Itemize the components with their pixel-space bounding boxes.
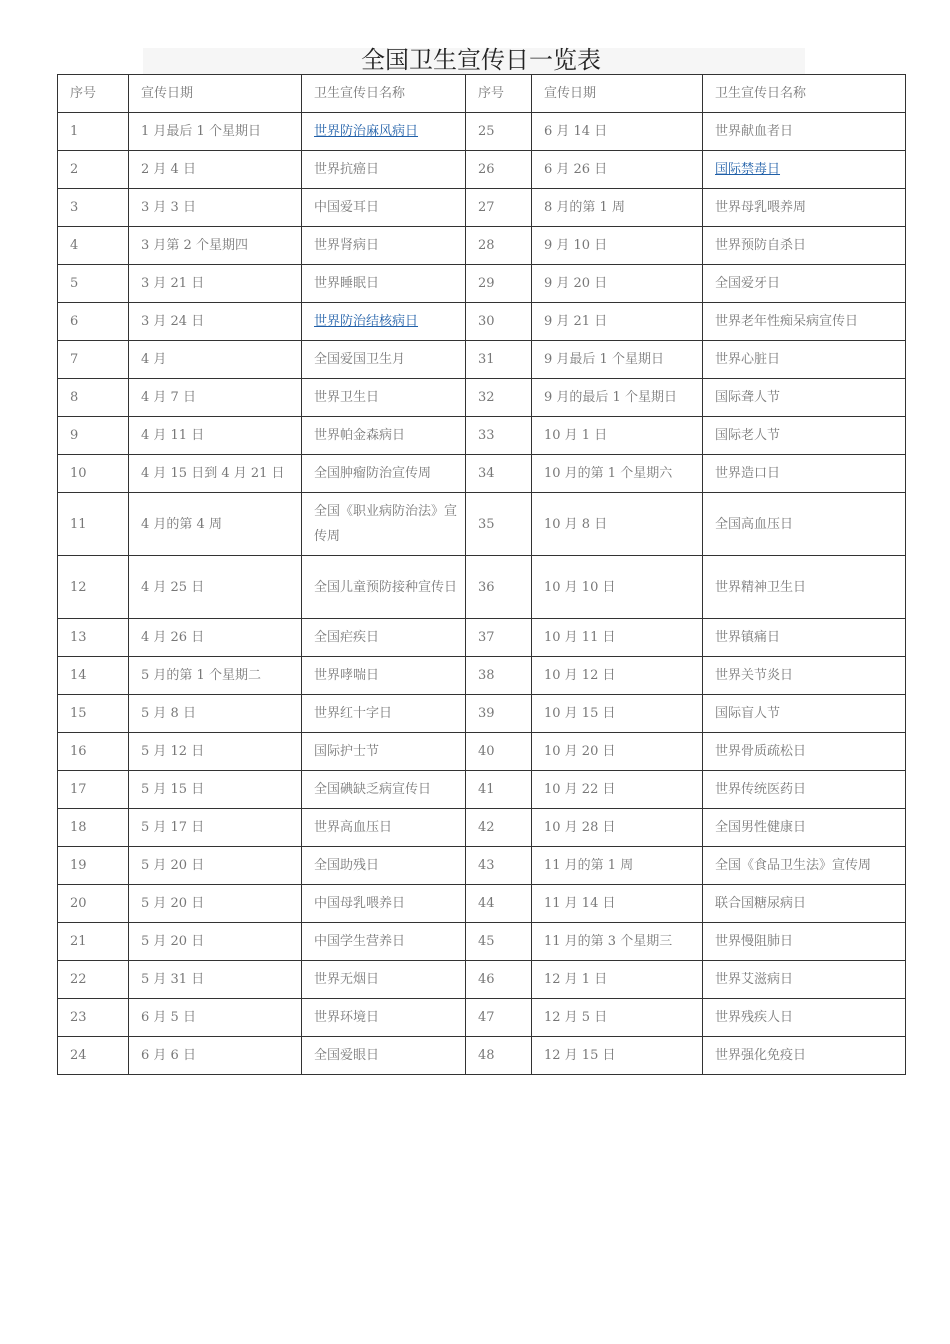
name-cell: 全国《食品卫生法》宣传周: [703, 847, 906, 885]
date-cell: 9 月 21 日: [532, 303, 703, 341]
index-cell: 13: [58, 619, 129, 657]
header-index: 序号: [466, 75, 532, 113]
name-cell: [703, 151, 906, 189]
index-cell: 4: [58, 227, 129, 265]
index-cell: 8: [58, 379, 129, 417]
table-row: [58, 961, 906, 999]
name-cell: 世界慢阻肺日: [703, 923, 906, 961]
index-cell: 19: [58, 847, 129, 885]
name-cell: 世界帕金森病日: [302, 417, 466, 455]
table-row: [58, 303, 906, 341]
index-cell: 14: [58, 657, 129, 695]
index-cell: 18: [58, 809, 129, 847]
date-cell: 2 月 4 日: [129, 151, 302, 189]
date-cell: 4 月 25 日: [129, 556, 302, 619]
date-cell: 5 月 20 日: [129, 923, 302, 961]
date-cell: 9 月 20 日: [532, 265, 703, 303]
date-cell: 12 月 1 日: [532, 961, 703, 999]
name-cell: 世界环境日: [302, 999, 466, 1037]
date-cell: 3 月第 2 个星期四: [129, 227, 302, 265]
name-cell: 世界骨质疏松日: [703, 733, 906, 771]
name-cell: 国际护士节: [302, 733, 466, 771]
date-cell: 6 月 26 日: [532, 151, 703, 189]
index-cell: 11: [58, 493, 129, 556]
date-cell: 12 月 5 日: [532, 999, 703, 1037]
name-cell: 世界造口日: [703, 455, 906, 493]
index-cell: 33: [466, 417, 532, 455]
name-cell: 中国爱耳日: [302, 189, 466, 227]
date-cell: 6 月 5 日: [129, 999, 302, 1037]
index-cell: 15: [58, 695, 129, 733]
table-row: [58, 417, 906, 455]
date-cell: 10 月 10 日: [532, 556, 703, 619]
name-cell: 世界红十字日: [302, 695, 466, 733]
name-cell: 世界老年性痴呆病宣传日: [703, 303, 906, 341]
date-cell: 10 月 11 日: [532, 619, 703, 657]
index-cell: 29: [466, 265, 532, 303]
name-cell: 国际聋人节: [703, 379, 906, 417]
table-row: [58, 493, 906, 556]
date-cell: 5 月 31 日: [129, 961, 302, 999]
name-cell: 全国男性健康日: [703, 809, 906, 847]
page-title: 全国卫生宣传日一览表: [361, 46, 601, 74]
header-date: 宣传日期: [532, 75, 703, 113]
index-cell: 35: [466, 493, 532, 556]
name-cell: 全国儿童预防接种宣传日: [302, 556, 466, 619]
index-cell: 46: [466, 961, 532, 999]
index-cell: 3: [58, 189, 129, 227]
index-cell: 23: [58, 999, 129, 1037]
name-cell: [302, 113, 466, 151]
table-row: [58, 265, 906, 303]
date-cell: 9 月的最后 1 个星期日: [532, 379, 703, 417]
date-cell: 4 月 11 日: [129, 417, 302, 455]
index-cell: 26: [466, 151, 532, 189]
date-cell: 10 月 12 日: [532, 657, 703, 695]
index-cell: 31: [466, 341, 532, 379]
date-cell: 6 月 6 日: [129, 1037, 302, 1075]
index-cell: 27: [466, 189, 532, 227]
date-cell: 10 月 20 日: [532, 733, 703, 771]
table-row: [58, 733, 906, 771]
header-date: 宣传日期: [129, 75, 302, 113]
name-cell: 世界传统医药日: [703, 771, 906, 809]
table-row: [58, 619, 906, 657]
health-day-link[interactable]: 世界防治结核病日: [314, 314, 419, 329]
index-cell: 20: [58, 885, 129, 923]
index-cell: 41: [466, 771, 532, 809]
index-cell: 32: [466, 379, 532, 417]
name-cell: 世界精神卫生日: [703, 556, 906, 619]
table-row: [58, 556, 906, 619]
date-cell: 12 月 15 日: [532, 1037, 703, 1075]
date-cell: 11 月 14 日: [532, 885, 703, 923]
index-cell: 42: [466, 809, 532, 847]
name-cell: 世界卫生日: [302, 379, 466, 417]
index-cell: 28: [466, 227, 532, 265]
name-cell: 中国母乳喂养日: [302, 885, 466, 923]
date-cell: 10 月 8 日: [532, 493, 703, 556]
index-cell: 22: [58, 961, 129, 999]
health-days-table: [57, 74, 906, 1075]
name-cell: 世界关节炎日: [703, 657, 906, 695]
date-cell: 5 月的第 1 个星期二: [129, 657, 302, 695]
header-name: 卫生宣传日名称: [302, 75, 466, 113]
index-cell: 40: [466, 733, 532, 771]
index-cell: 43: [466, 847, 532, 885]
health-day-link[interactable]: 国际禁毒日: [715, 162, 781, 177]
name-cell: 世界心脏日: [703, 341, 906, 379]
table-body: [58, 113, 906, 1075]
name-cell: 全国爱牙日: [703, 265, 906, 303]
date-cell: 10 月的第 1 个星期六: [532, 455, 703, 493]
name-cell: 全国碘缺乏病宣传日: [302, 771, 466, 809]
date-cell: 5 月 15 日: [129, 771, 302, 809]
table-row: [58, 885, 906, 923]
date-cell: 8 月的第 1 周: [532, 189, 703, 227]
name-cell: 全国爱国卫生月: [302, 341, 466, 379]
name-cell: 全国疟疾日: [302, 619, 466, 657]
header-name: 卫生宣传日名称: [703, 75, 906, 113]
date-cell: 10 月 15 日: [532, 695, 703, 733]
index-cell: 45: [466, 923, 532, 961]
name-cell: 世界母乳喂养周: [703, 189, 906, 227]
date-cell: 3 月 21 日: [129, 265, 302, 303]
name-cell: 联合国糖尿病日: [703, 885, 906, 923]
name-cell: [302, 303, 466, 341]
name-cell: 全国《职业病防治法》宣传周: [302, 493, 466, 556]
table-row: [58, 847, 906, 885]
date-cell: 5 月 17 日: [129, 809, 302, 847]
name-cell: 中国学生营养日: [302, 923, 466, 961]
table-header-row: [58, 75, 906, 113]
index-cell: 39: [466, 695, 532, 733]
table-row: [58, 151, 906, 189]
date-cell: 4 月的第 4 周: [129, 493, 302, 556]
name-cell: 全国助残日: [302, 847, 466, 885]
table-row: [58, 113, 906, 151]
index-cell: 17: [58, 771, 129, 809]
index-cell: 2: [58, 151, 129, 189]
index-cell: 12: [58, 556, 129, 619]
name-cell: 世界预防自杀日: [703, 227, 906, 265]
date-cell: 4 月: [129, 341, 302, 379]
date-cell: 10 月 28 日: [532, 809, 703, 847]
name-cell: 全国爱眼日: [302, 1037, 466, 1075]
date-cell: 4 月 15 日到 4 月 21 日: [129, 455, 302, 493]
date-cell: 9 月最后 1 个星期日: [532, 341, 703, 379]
date-cell: 6 月 14 日: [532, 113, 703, 151]
date-cell: 9 月 10 日: [532, 227, 703, 265]
table-row: [58, 923, 906, 961]
date-cell: 3 月 24 日: [129, 303, 302, 341]
name-cell: 世界艾滋病日: [703, 961, 906, 999]
index-cell: 5: [58, 265, 129, 303]
table-row: [58, 999, 906, 1037]
index-cell: 21: [58, 923, 129, 961]
name-cell: 世界高血压日: [302, 809, 466, 847]
name-cell: 世界强化免疫日: [703, 1037, 906, 1075]
table-row: [58, 695, 906, 733]
index-cell: 24: [58, 1037, 129, 1075]
index-cell: 47: [466, 999, 532, 1037]
index-cell: 38: [466, 657, 532, 695]
index-cell: 16: [58, 733, 129, 771]
name-cell: 世界镇痛日: [703, 619, 906, 657]
name-cell: 国际老人节: [703, 417, 906, 455]
table-row: [58, 455, 906, 493]
name-cell: 世界献血者日: [703, 113, 906, 151]
table-row: [58, 657, 906, 695]
index-cell: 44: [466, 885, 532, 923]
date-cell: 10 月 1 日: [532, 417, 703, 455]
date-cell: 4 月 7 日: [129, 379, 302, 417]
index-cell: 25: [466, 113, 532, 151]
table-row: [58, 189, 906, 227]
name-cell: 世界无烟日: [302, 961, 466, 999]
name-cell: 世界残疾人日: [703, 999, 906, 1037]
table-row: [58, 227, 906, 265]
index-cell: 6: [58, 303, 129, 341]
index-cell: 9: [58, 417, 129, 455]
index-cell: 30: [466, 303, 532, 341]
date-cell: 3 月 3 日: [129, 189, 302, 227]
date-cell: 1 月最后 1 个星期日: [129, 113, 302, 151]
index-cell: 10: [58, 455, 129, 493]
date-cell: 11 月的第 1 周: [532, 847, 703, 885]
index-cell: 48: [466, 1037, 532, 1075]
date-cell: 5 月 8 日: [129, 695, 302, 733]
name-cell: 国际盲人节: [703, 695, 906, 733]
header-index: 序号: [58, 75, 129, 113]
name-cell: 世界睡眠日: [302, 265, 466, 303]
index-cell: 37: [466, 619, 532, 657]
name-cell: 全国肿瘤防治宣传周: [302, 455, 466, 493]
date-cell: 5 月 20 日: [129, 847, 302, 885]
name-cell: 世界肾病日: [302, 227, 466, 265]
date-cell: 11 月的第 3 个星期三: [532, 923, 703, 961]
table-row: [58, 379, 906, 417]
index-cell: 1: [58, 113, 129, 151]
index-cell: 36: [466, 556, 532, 619]
name-cell: 全国高血压日: [703, 493, 906, 556]
name-cell: 世界抗癌日: [302, 151, 466, 189]
index-cell: 7: [58, 341, 129, 379]
date-cell: 10 月 22 日: [532, 771, 703, 809]
table-row: [58, 771, 906, 809]
date-cell: 5 月 12 日: [129, 733, 302, 771]
date-cell: 5 月 20 日: [129, 885, 302, 923]
name-cell: 世界哮喘日: [302, 657, 466, 695]
date-cell: 4 月 26 日: [129, 619, 302, 657]
table-row: [58, 341, 906, 379]
table-row: [58, 809, 906, 847]
index-cell: 34: [466, 455, 532, 493]
health-day-link[interactable]: 世界防治麻风病日: [314, 124, 419, 139]
table-row: [58, 1037, 906, 1075]
